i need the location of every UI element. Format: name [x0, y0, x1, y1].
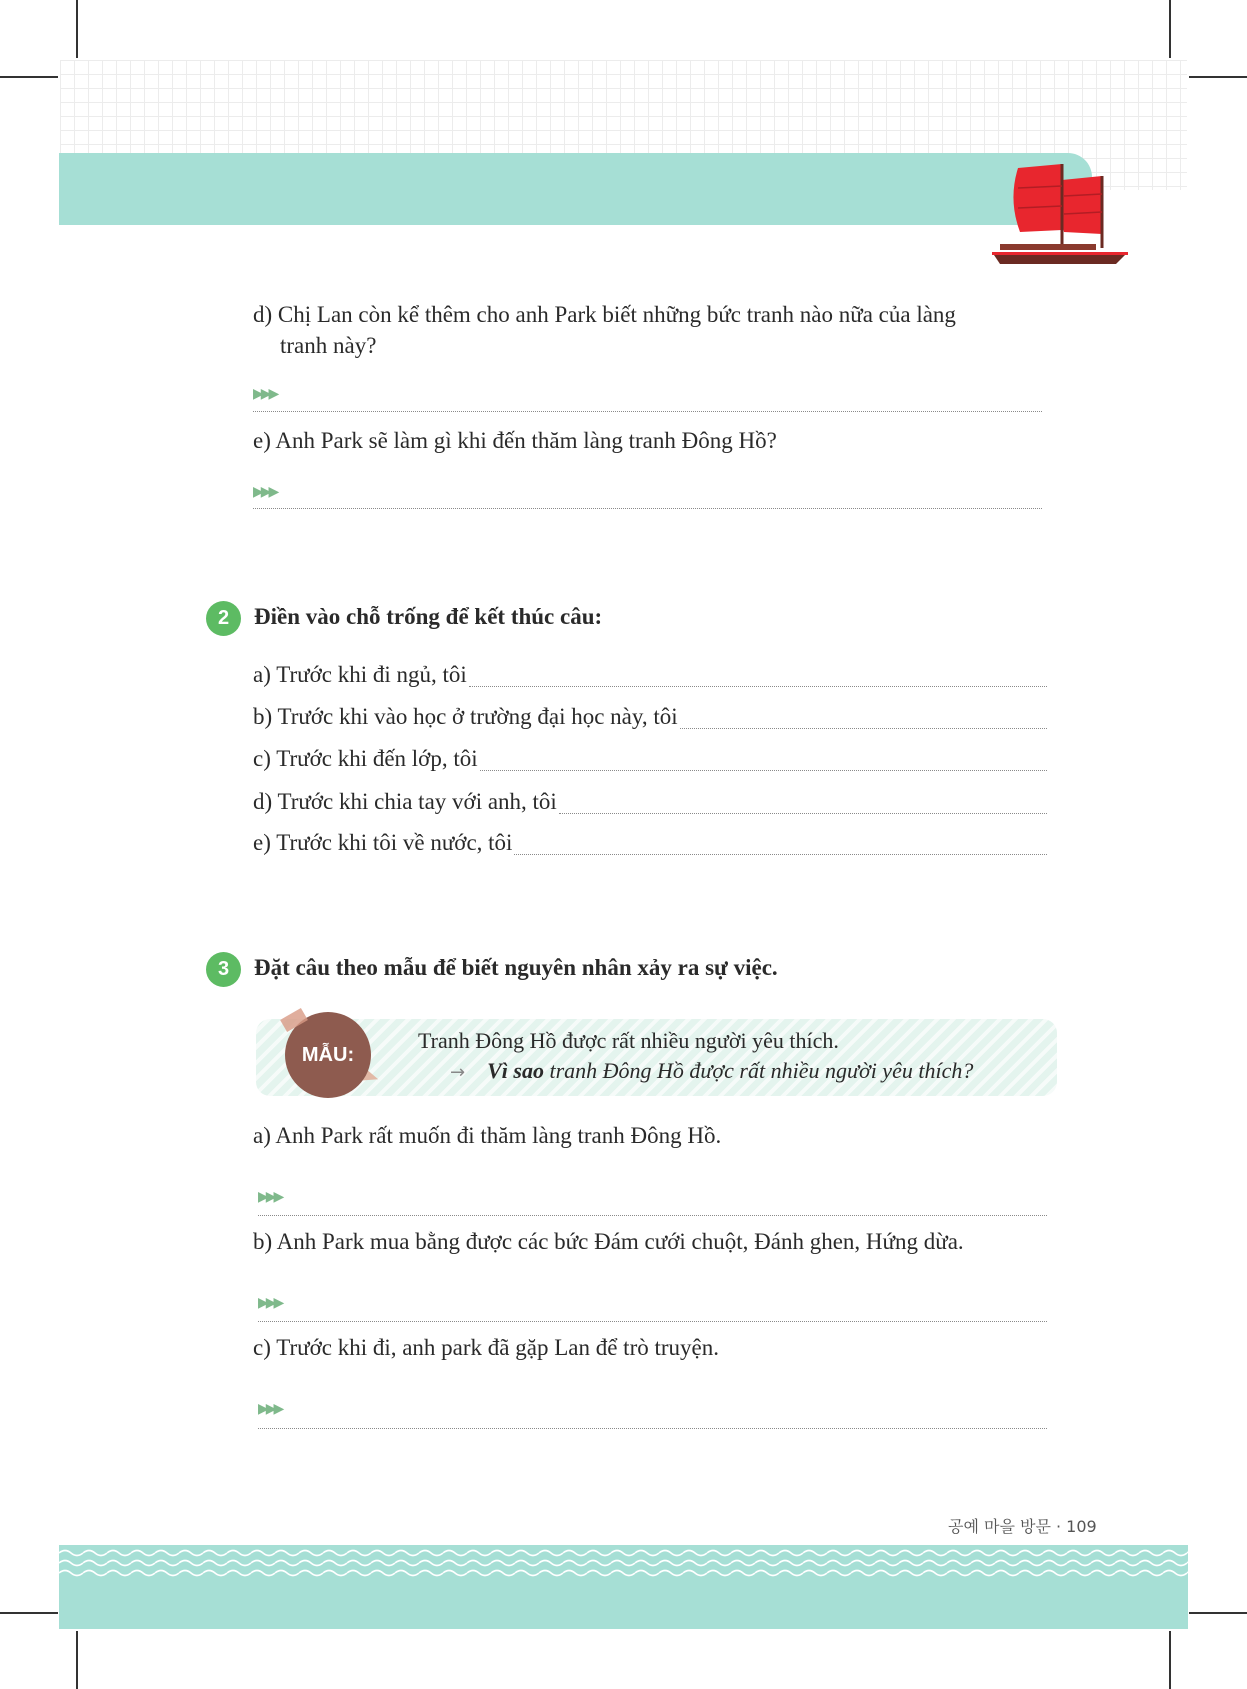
fill-blank[interactable]	[559, 813, 1047, 814]
crop-mark	[1189, 1612, 1247, 1614]
junk-boat-icon	[988, 160, 1128, 270]
answer-arrow-icon: ▶▶▶	[253, 386, 277, 402]
section-title: Điền vào chỗ trống để kết thúc câu:	[254, 604, 603, 629]
fill-row-text: b) Trước khi vào học ở trường đại học này, tôi	[253, 704, 678, 729]
fill-row-text: e) Trước khi tôi về nước, tôi	[253, 830, 513, 855]
section-number-badge: 3	[206, 952, 241, 987]
wave-decoration	[59, 1548, 1188, 1578]
question-a: a) Anh Park rất muốn đi thăm làng tranh Đông Hồ.	[253, 1123, 722, 1148]
fill-row[interactable]	[253, 700, 1047, 732]
question-e: e) Anh Park sẽ làm gì khi đến thăm làng tranh Đông Hồ?	[253, 428, 777, 453]
fill-row-text: c) Trước khi đến lớp, tôi	[253, 746, 478, 771]
question-d-line2: tranh này?	[280, 333, 377, 358]
fill-row-text: d) Trước khi chia tay với anh, tôi	[253, 789, 557, 814]
question-d-line1: d) Chị Lan còn kể thêm cho anh Park biết những bức tranh nào nữa của làng	[253, 302, 956, 327]
fill-row[interactable]	[253, 785, 1047, 817]
fill-blank[interactable]	[680, 728, 1047, 729]
answer-arrow-icon: ▶▶▶	[258, 1295, 282, 1311]
fill-blank[interactable]	[480, 770, 1047, 771]
crop-mark	[0, 76, 58, 78]
fill-row[interactable]	[253, 826, 1047, 858]
crop-mark	[1169, 0, 1171, 58]
arrow-right-icon: →	[450, 1062, 466, 1083]
crop-mark	[76, 1631, 78, 1689]
answer-line[interactable]	[258, 1321, 1047, 1322]
fill-row[interactable]	[253, 742, 1047, 774]
sample-answer-bold: Vì sao	[487, 1058, 544, 1083]
sample-sentence: Tranh Đông Hồ được rất nhiều người yêu thích.	[418, 1028, 839, 1053]
answer-line[interactable]	[258, 1215, 1047, 1216]
fill-row[interactable]	[253, 658, 1047, 690]
fill-blank[interactable]	[514, 854, 1047, 855]
answer-line[interactable]	[258, 1428, 1047, 1429]
question-b: b) Anh Park mua bằng được các bức Đám cưới chuột, Đánh ghen, Hứng dừa.	[253, 1229, 964, 1254]
sample-answer	[450, 1057, 973, 1087]
crop-mark	[1169, 1631, 1171, 1689]
fill-blank[interactable]	[469, 686, 1047, 687]
section-title: Đặt câu theo mẫu để biết nguyên nhân xảy ra sự việc.	[254, 955, 778, 980]
sample-label-badge: MẪU:	[285, 1012, 371, 1098]
answer-arrow-icon: ▶▶▶	[258, 1401, 282, 1417]
fill-row-text: a) Trước khi đi ngủ, tôi	[253, 662, 467, 687]
answer-line[interactable]	[253, 411, 1042, 412]
header-band	[59, 153, 1092, 225]
crop-mark	[76, 0, 78, 58]
crop-mark	[0, 1612, 58, 1614]
question-c: c) Trước khi đi, anh park đã gặp Lan để trò truyện.	[253, 1335, 719, 1360]
answer-arrow-icon: ▶▶▶	[258, 1189, 282, 1205]
section-number-badge: 2	[206, 601, 241, 636]
answer-line[interactable]	[253, 508, 1042, 509]
crop-mark	[1189, 76, 1247, 78]
question-d	[253, 299, 956, 361]
sample-answer-rest: tranh Đông Hồ được rất nhiều người yêu thích?	[543, 1058, 974, 1083]
answer-arrow-icon: ▶▶▶	[253, 484, 277, 500]
page-footer: 공예 마을 방문 · 109	[948, 1517, 1097, 1536]
